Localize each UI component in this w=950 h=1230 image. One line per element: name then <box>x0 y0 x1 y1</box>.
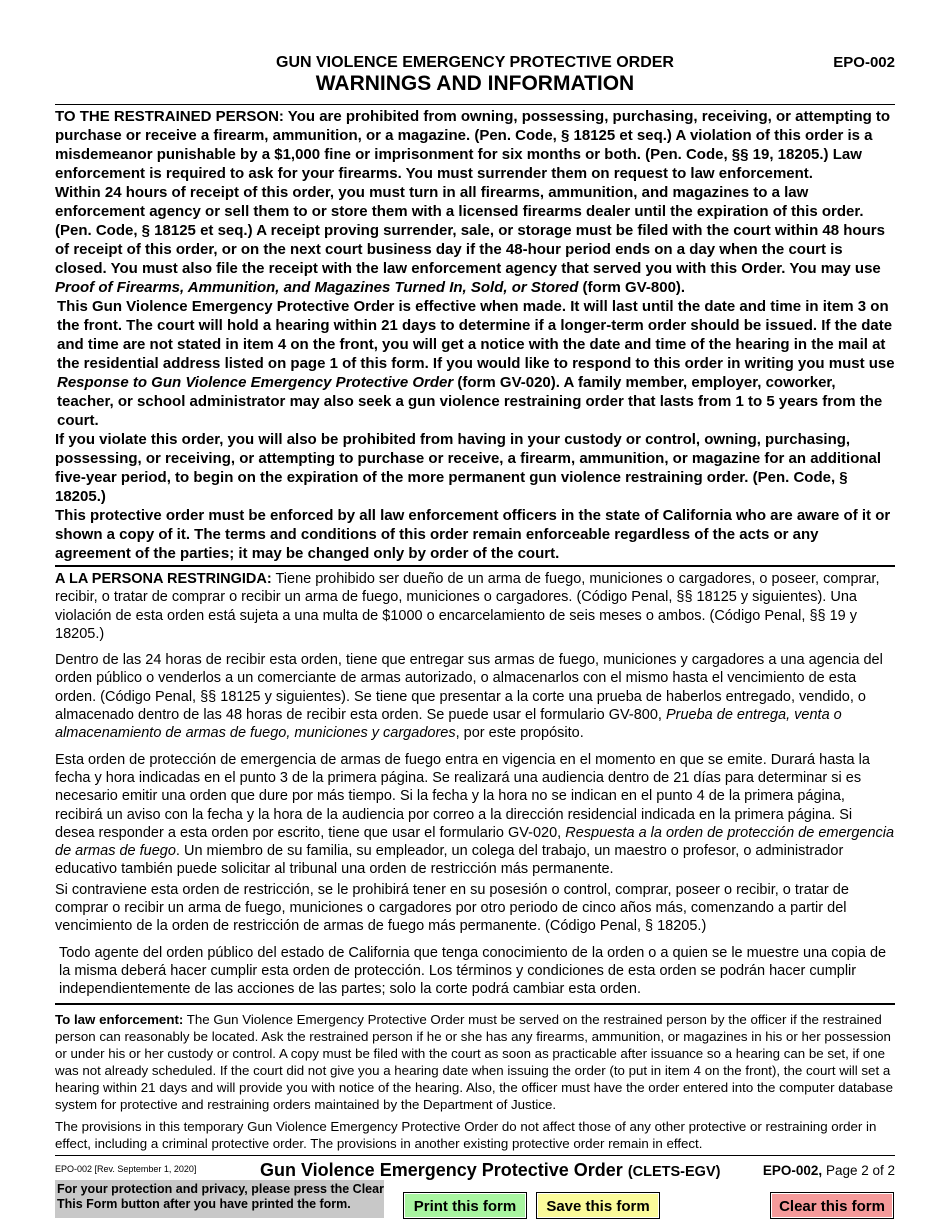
spanish-form-gv800-title: Prueba de entrega, venta o almacenamiento de armas de fuego, municiones y cargadores <box>55 707 842 742</box>
english-warnings-section <box>55 105 895 567</box>
law-enforcement-section <box>55 1005 895 1156</box>
footer-title-text: Gun Violence Emergency Protective Order <box>260 1159 623 1180</box>
form-header <box>55 0 895 105</box>
english-warning-2 <box>55 183 895 297</box>
save-form-button[interactable]: Save this form <box>536 1192 660 1219</box>
spanish-form-gv020-title: Respuesta a la orden de protección de emergencia de armas de fuego <box>55 824 895 860</box>
spanish-warnings-section <box>55 567 895 1005</box>
spanish-lead-label: A LA PERSONA RESTRINGIDA: <box>55 571 272 587</box>
page-number: Page 2 of 2 <box>825 1162 895 1178</box>
english-warning-2-end: (form GV-800). <box>578 279 686 296</box>
spanish-warning-1 <box>55 570 895 643</box>
form-revision: EPO-002 [Rev. September 1, 2020] <box>55 1163 197 1174</box>
page-indicator <box>763 1163 895 1178</box>
spanish-warning-3 <box>55 751 895 879</box>
header-form-code: EPO-002 <box>833 54 895 71</box>
header-title-line2: WARNINGS AND INFORMATION <box>315 72 635 95</box>
footer-title <box>260 1160 720 1181</box>
english-warning-3-text: This Gun Violence Emergency Protective Order is effective when made. It will last until the date and time in item 3 on the front. The court will hold a hearing within 21 days to determine if a longer-term order should be issued. If the date and time are not stated in item 4 on the front, you will get a notice with the date and time of the hearing in the mail at the residential address listed on page 1 of this form. If you would like to respond to this order in writing you must use <box>57 298 895 372</box>
law-enforcement-provisions: The provisions in this temporary Gun Violence Emergency Protective Order do not affect those of any other protective or restraining order in effect, including a criminal protective order. The provisions in another existing protective order remain in effect. <box>55 1118 877 1151</box>
spanish-warning-3-text: Esta orden de protección de emergencia de armas de fuego entra en vigencia en el momento en que se emite. Durará hasta la fecha y hora indicadas en el punto 3 de la primera página. Se realizará una audiencia dentro de 21 días para determinar si es necesario emitir una orden que dure por más tiempo. Si la fecha y la hora no se indican en el punto 4 de la primera página, recibirá un aviso con la fecha y la hora de la audiencia por correo a la dirección residencial indicada en la primera página. Si desea responder a esta orden por escrito, tiene que usar el formulario GV-020, <box>55 751 870 841</box>
header-title-line1: GUN VIOLENCE EMERGENCY PROTECTIVE ORDER <box>276 54 674 71</box>
spanish-warning-2 <box>55 651 895 742</box>
spanish-warning-3-end: . Un miembro de su familia, su empleador, un colega del trabajo, un maestro o profesor, o administrador educativo también puede solicitar al tribunal una orden de restricción más permanente. <box>55 843 844 878</box>
english-warning-3-end: (form GV-020). A family member, employer, coworker, teacher, or school administrator may also seek a gun violence restraining order that lasts from 1 to 5 years from the court. <box>57 374 883 429</box>
english-warning-5: This protective order must be enforced by all law enforcement officers in the state of California who are aware of it or shown a copy of it. The terms and conditions of this order remain enforceable regardless of the acts or any agreement of the parties; it may be changed only by order of the court. <box>55 507 891 562</box>
spanish-warning-2-end: , por este propósito. <box>455 725 584 742</box>
form-gv800-title: Proof of Firearms, Ammunition, and Magazines Turned In, Sold, or Stored <box>55 279 579 296</box>
law-enforcement-lead: To law enforcement: <box>55 1011 184 1027</box>
spanish-warning-5: Todo agente del orden público del estado de California que tenga conocimiento de la orden o a quien se le muestre una copia de la misma deberá hacer cumplir esta orden de protección. Los términos y condiciones de esta orden se podrán hacer cumplir independientemente de las acciones de las partes; solo la corte podrá cambiar esta orden. <box>59 944 887 998</box>
spanish-warning-4: Si contraviene esta orden de restricción, se le prohibirá tener en su posesión o control, comprar, poseer o recibir, o tratar de comprar o recibir un arma de fuego, municiones o cargadores por otro periodo de cinco años más, comenzando a partir del vencimiento de la orden de restricción de armas de fuego más permanente. (Código Penal, § 18205.) <box>55 881 849 935</box>
english-warning-1: TO THE RESTRAINED PERSON: You are prohibited from owning, possessing, purchasing, receiving, or attempting to purchase or receive a firearm, ammunition, or a magazine. (Pen. Code, § 18125 et seq.) A violation of this order is a misdemeanor punishable by a $1,000 fine or imprisonment for six months or both. (Pen. Code, §§ 19, 18205.) Law enforcement is required to ask for your firearms. You must surrender them on request to law enforcement. <box>55 108 891 182</box>
print-form-button[interactable]: Print this form <box>403 1192 527 1219</box>
english-warning-2-text: Within 24 hours of receipt of this order, you must turn in all firearms, ammunition, and magazines to a law enforcement agency or sell them to or store them with a licensed firearms dealer until the expiration of this order. (Pen. Code, § 18125 et seq.) A receipt proving surrender, sale, or storage must be filed with the court within 48 hours of receipt of this order, or on the next court business day if the 48-hour period ends on a day when the court is closed. You must also file the receipt with the law enforcement agency that served you with this Order. You may use <box>55 184 885 277</box>
law-enforcement-text: The Gun Violence Emergency Protective Order must be served on the restrained person by the officer if the restrained person can reasonably be located. Ask the restrained person if he or she has any firearms, ammunition, or magazines in his or her possession or under his or her custody or control. A copy must be filed with the court as soon as practicable after issuance so a hearing can be set, if one was not already scheduled. If the court did not give you a hearing date when issuing the order (to put in item 4 on the front), the court will set a hearing within 21 days and will provide you with notice of the hearing. Also, the officer must have the order entered into the computer database system for protective and restraining orders maintained by the Department of Justice. <box>55 1011 893 1112</box>
privacy-note: For your protection and privacy, please press the Clear This Form button after you have printed the form. <box>55 1180 384 1218</box>
english-warning-4: If you violate this order, you will also be prohibited from having in your custody or control, owning, purchasing, possessing, or receiving, or attempting to purchase or receive, a firearm, ammunition, or magazine for an additional five-year period, to begin on the expiration of the more permanent gun violence restraining order. (Pen. Code, § 18205.) <box>55 431 882 505</box>
spanish-warning-1-text: Tiene prohibido ser dueño de un arma de fuego, municiones o cargadores, o poseer, comprar, recibir, o tratar de comprar o recibir un arma de fuego, municiones o cargadores. (Código Penal, §§ 18125 y siguientes). Una violación de esta orden está sujeta a una multa de $1000 o encarcelamiento de seis meses o ambos. (Código Penal, §§ 19 y 18205.) <box>55 571 880 642</box>
footer-title-suffix: (CLETS-EGV) <box>627 1163 721 1180</box>
page-form-code: EPO-002, <box>762 1162 823 1178</box>
spanish-warning-2-text: Dentro de las 24 horas de recibir esta orden, tiene que entregar sus armas de fuego, municiones y cargadores a una agencia del orden público o venderlos a un comerciante de armas autorizado, o almacenarlos con el mismo hasta el vencimiento de esta orden. (Código Penal, §§ 18125 y siguientes). Se tiene que presentar a la corte una prueba de haberlos entregado, vendido, o almacenado dentro de las 48 horas de recibir esta orden. Se puede usar el formulario GV-800, <box>55 652 883 724</box>
form-gv020-title: Response to Gun Violence Emergency Protective Order <box>57 374 454 391</box>
english-warning-3 <box>55 297 895 430</box>
law-enforcement-instructions <box>55 1011 895 1113</box>
form-page <box>55 0 895 1230</box>
clear-form-button[interactable]: Clear this form <box>770 1192 894 1219</box>
